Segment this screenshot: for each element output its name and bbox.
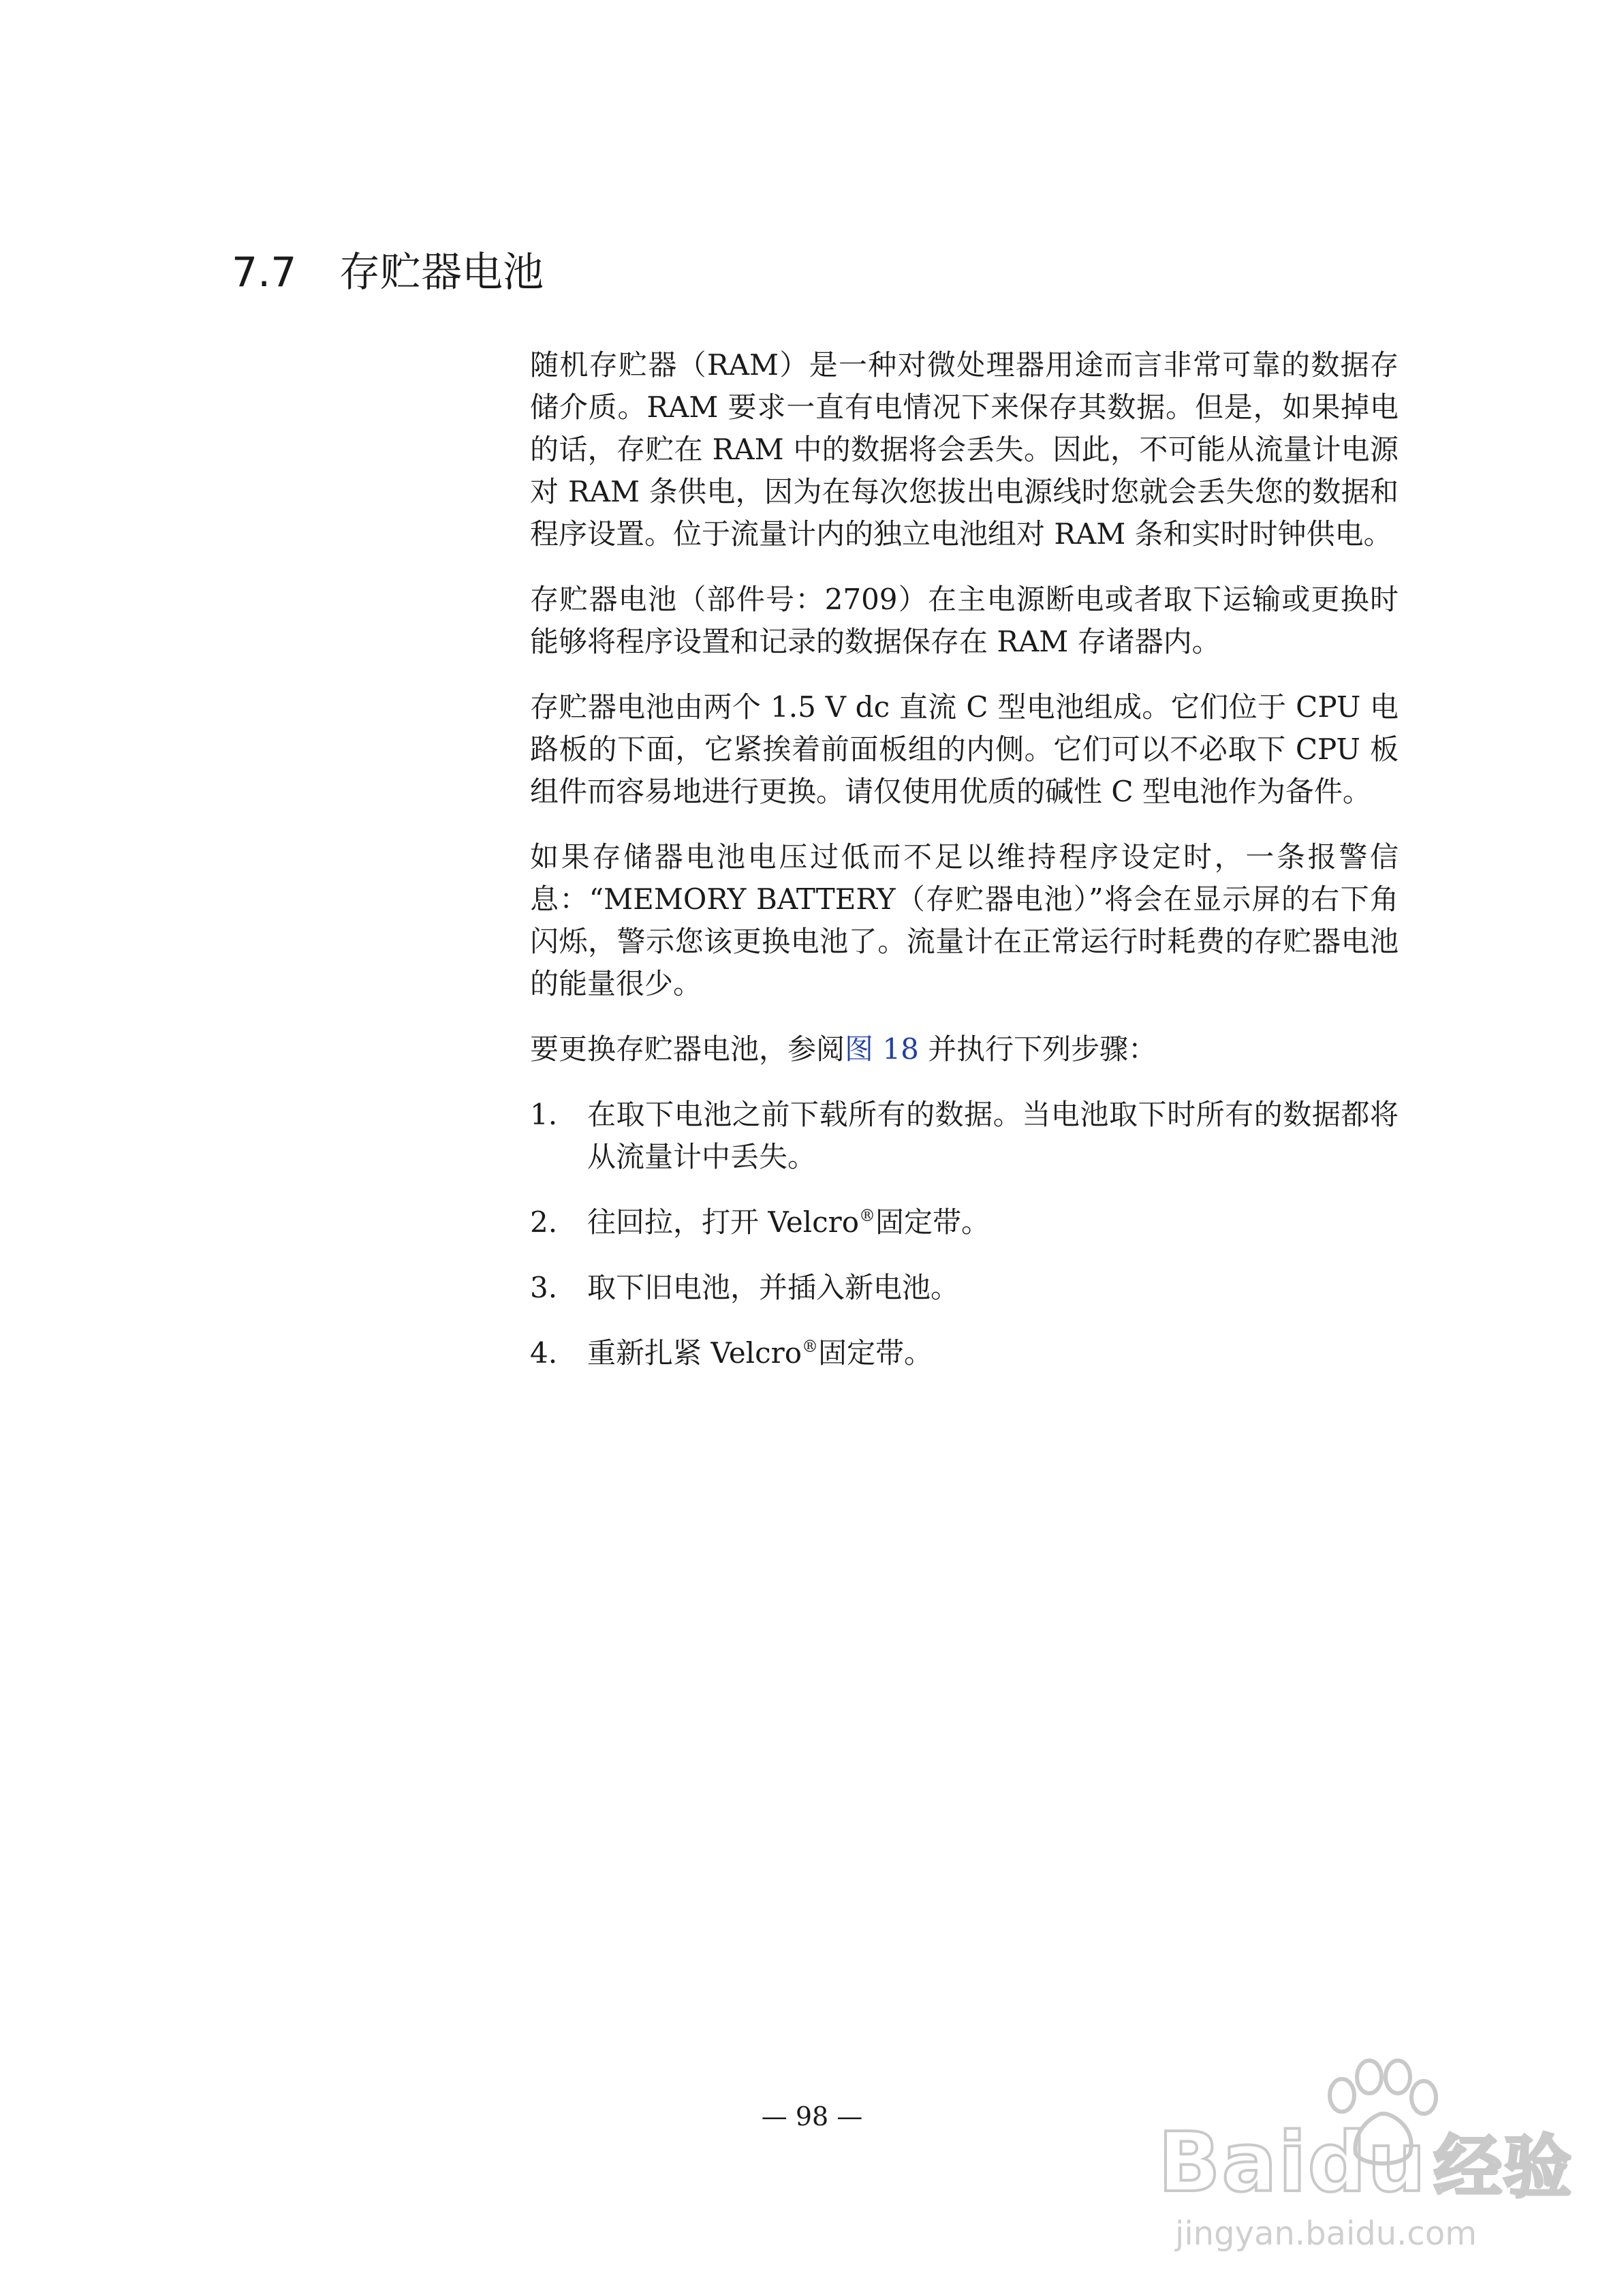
paragraph-battery-type: 存贮器电池由两个 1.5 V dc 直流 C 型电池组成。它们位于 CPU 电路板的下面，它紧挨着前面板组的内侧。它们可以不必取下 CPU 板组件而容易地进行更换。请仅使用优质的碱性 C 型电池作为备件。 (530, 690, 1399, 808)
paragraph-part-number: 存贮器电池（部件号：2709）在主电源断电或者取下运输或更换时能够将程序设置和记录的数据保存在 RAM 存诸器内。 (530, 583, 1399, 658)
baidu-jingyan-watermark (1151, 2051, 1587, 2255)
step-number: 1. (530, 1098, 558, 1131)
registered-mark: ® (802, 1337, 819, 1356)
step-text: 取下旧电池，并插入新电池。 (587, 1271, 960, 1304)
step-item (530, 1201, 1399, 1244)
paragraph-replace-intro (530, 1028, 1399, 1071)
watermark-url: jingyan.baidu.com (1175, 2215, 1477, 2253)
step-text-tail: 固定带。 (875, 1205, 990, 1239)
step-text: 在取下电池之前下载所有的数据。当电池取下时所有的数据都将从流量计中丢失。 (587, 1098, 1399, 1173)
paragraph-low-battery-alarm: 如果存储器电池电压过低而不足以维持程序设定时，一条报警信息：“MEMORY BATTERY（存贮器电池）”将会在显示屏的右下角闪烁，警示您该更换电池了。流量计在正常运行时耗费的存贮器电池的能量很少。 (530, 840, 1399, 1000)
body-text (530, 344, 1399, 1398)
step-item (530, 1267, 1399, 1309)
page-number: — 98 — (761, 2101, 863, 2131)
step-text-tail: 固定带。 (818, 1336, 933, 1370)
step-text: 往回拉，打开 Velcro (587, 1205, 860, 1239)
section-title: 存贮器电池 (339, 249, 544, 296)
replacement-steps (530, 1094, 1399, 1374)
baidu-logo: Baidu 经验 (1158, 2116, 1573, 2211)
step-number: 3. (530, 1271, 558, 1304)
section-heading (232, 242, 544, 303)
paragraph-ram-intro: 随机存贮器（RAM）是一种对微处理器用途而言非常可靠的数据存储介质。RAM 要求一直有电情况下来保存其数据。但是，如果掉电的话，存贮在 RAM 中的数据将会丢失。因此，不可能从流量计电源对 RAM 条供电，因为在每次您拔出电源线时您就会丢失您的数据和程序设置。位于流量计内的独立电池组对 RAM 条和实时时钟供电。 (530, 348, 1399, 551)
section-number: 7.7 (232, 249, 297, 296)
replace-intro-tail: 并执行下列步骤： (918, 1032, 1157, 1066)
replace-intro-text: 要更换存贮器电池，参阅 (530, 1032, 845, 1066)
step-number: 4. (530, 1336, 558, 1370)
step-item (530, 1094, 1399, 1178)
step-number: 2. (530, 1205, 558, 1239)
step-text: 重新扎紧 Velcro (587, 1336, 802, 1370)
step-item (530, 1332, 1399, 1374)
figure-18-link[interactable]: 图 18 (845, 1032, 919, 1066)
registered-mark: ® (859, 1206, 876, 1225)
